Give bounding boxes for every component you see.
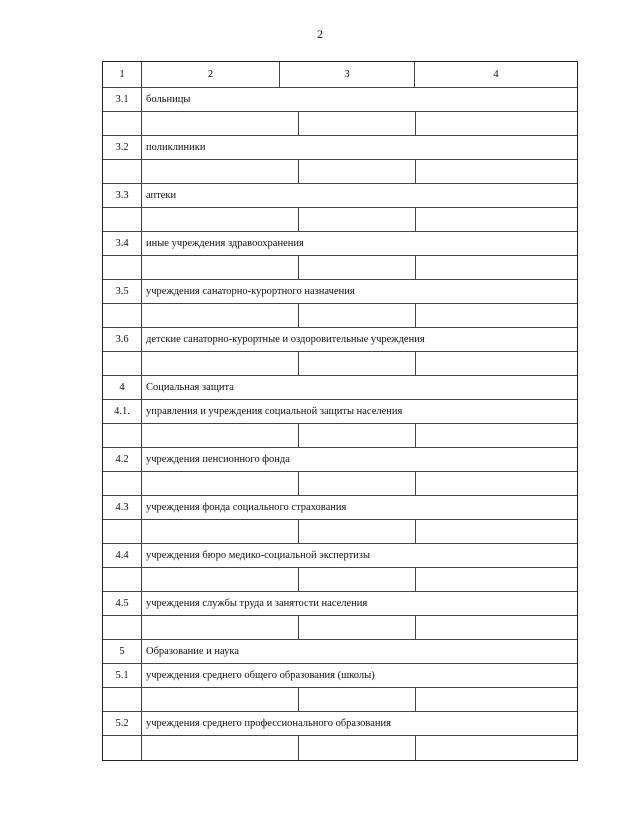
section-row	[103, 712, 577, 736]
blank-cell	[142, 520, 299, 543]
blank-cell	[416, 520, 577, 543]
section-label: учреждения санаторно-курортного назначения	[146, 286, 355, 297]
blank-cell	[416, 112, 577, 135]
section-number: 4.5	[103, 592, 142, 615]
blank-cell	[299, 208, 416, 231]
blank-cell	[416, 352, 577, 375]
blank-cell	[299, 688, 416, 711]
blank-cell	[142, 256, 299, 279]
section-number: 4.3	[103, 496, 142, 519]
blank-cell	[416, 208, 577, 231]
blank-cell	[416, 616, 577, 639]
document-table	[102, 61, 578, 761]
section-number: 5.2	[103, 712, 142, 735]
blank-cell	[142, 568, 299, 591]
section-row	[103, 232, 577, 256]
blank-cell	[299, 472, 416, 495]
section-label: аптеки	[146, 190, 177, 201]
blank-cell	[103, 472, 142, 495]
section-label: учреждения бюро медико-социальной экспертизы	[146, 550, 370, 561]
section-label: управления и учреждения социальной защиты населения	[146, 406, 403, 417]
blank-cell	[103, 424, 142, 447]
header-col-4: 4	[493, 69, 499, 80]
section-row	[103, 184, 577, 208]
blank-cell	[299, 256, 416, 279]
page-number: 2	[317, 27, 323, 41]
blank-entry-row	[103, 688, 577, 712]
blank-cell	[103, 304, 142, 327]
blank-entry-row	[103, 112, 577, 136]
section-number: 3.6	[103, 328, 142, 351]
section-number: 3.5	[103, 280, 142, 303]
section-label: учреждения пенсионного фонда	[146, 454, 290, 465]
blank-cell	[142, 352, 299, 375]
section-label: больницы	[146, 94, 191, 105]
blank-cell	[142, 616, 299, 639]
blank-cell	[416, 568, 577, 591]
section-number: 4	[103, 376, 142, 399]
blank-cell	[416, 160, 577, 183]
blank-cell	[103, 736, 142, 760]
blank-cell	[299, 736, 416, 760]
blank-cell	[299, 304, 416, 327]
blank-cell	[103, 112, 142, 135]
blank-cell	[103, 208, 142, 231]
blank-cell	[416, 472, 577, 495]
section-number: 4.1.	[103, 400, 142, 423]
blank-entry-row	[103, 568, 577, 592]
section-number: 4.4	[103, 544, 142, 567]
section-label: поликлиники	[146, 142, 206, 153]
header-row	[103, 62, 577, 88]
blank-cell	[416, 688, 577, 711]
blank-cell	[103, 160, 142, 183]
section-row	[103, 400, 577, 424]
section-label: Образование и наука	[146, 646, 240, 657]
section-label: учреждения службы труда и занятости населения	[146, 598, 368, 609]
section-number: 3.2	[103, 136, 142, 159]
blank-cell	[142, 112, 299, 135]
section-number: 3.1	[103, 88, 142, 111]
blank-cell	[103, 352, 142, 375]
blank-cell	[299, 352, 416, 375]
blank-cell	[142, 208, 299, 231]
blank-cell	[142, 304, 299, 327]
section-row	[103, 544, 577, 568]
section-number: 3.4	[103, 232, 142, 255]
blank-entry-row	[103, 472, 577, 496]
blank-cell	[142, 424, 299, 447]
header-col-1: 1	[103, 62, 142, 87]
blank-cell	[103, 616, 142, 639]
blank-cell	[416, 424, 577, 447]
section-row	[103, 136, 577, 160]
header-col-3: 3	[280, 62, 415, 87]
blank-entry-row	[103, 160, 577, 184]
blank-cell	[416, 304, 577, 327]
section-row	[103, 592, 577, 616]
section-number: 4.2	[103, 448, 142, 471]
section-label: детские санаторно-курортные и оздоровительные учреждения	[146, 334, 425, 345]
section-number: 5	[103, 640, 142, 663]
blank-cell	[299, 112, 416, 135]
blank-cell	[299, 568, 416, 591]
blank-entry-row	[103, 352, 577, 376]
blank-entry-row	[103, 424, 577, 448]
blank-entry-row	[103, 256, 577, 280]
blank-entry-row	[103, 616, 577, 640]
blank-cell	[103, 520, 142, 543]
section-number: 5.1	[103, 664, 142, 687]
blank-cell	[142, 688, 299, 711]
section-row	[103, 448, 577, 472]
blank-cell	[416, 736, 577, 760]
blank-cell	[299, 424, 416, 447]
blank-cell	[416, 256, 577, 279]
section-row	[103, 88, 577, 112]
section-row	[103, 640, 577, 664]
blank-cell	[142, 736, 299, 760]
blank-cell	[299, 160, 416, 183]
blank-entry-row	[103, 304, 577, 328]
section-label: иные учреждения здравоохранения	[146, 238, 304, 249]
blank-cell	[103, 688, 142, 711]
header-col-2: 2	[142, 62, 280, 87]
blank-cell	[142, 472, 299, 495]
section-label: Социальная защита	[146, 382, 234, 393]
blank-cell	[142, 160, 299, 183]
blank-cell	[103, 256, 142, 279]
section-row	[103, 328, 577, 352]
blank-cell	[299, 616, 416, 639]
blank-cell	[103, 568, 142, 591]
section-row	[103, 376, 577, 400]
blank-entry-row	[103, 736, 577, 760]
section-row	[103, 664, 577, 688]
blank-cell	[299, 520, 416, 543]
blank-entry-row	[103, 208, 577, 232]
section-number: 3.3	[103, 184, 142, 207]
section-label: учреждения среднего общего образования (школы)	[146, 670, 375, 681]
blank-entry-row	[103, 520, 577, 544]
section-row	[103, 280, 577, 304]
section-label: учреждения фонда социального страхования	[146, 502, 347, 513]
section-label: учреждения среднего профессионального образования	[146, 718, 391, 729]
section-row	[103, 496, 577, 520]
